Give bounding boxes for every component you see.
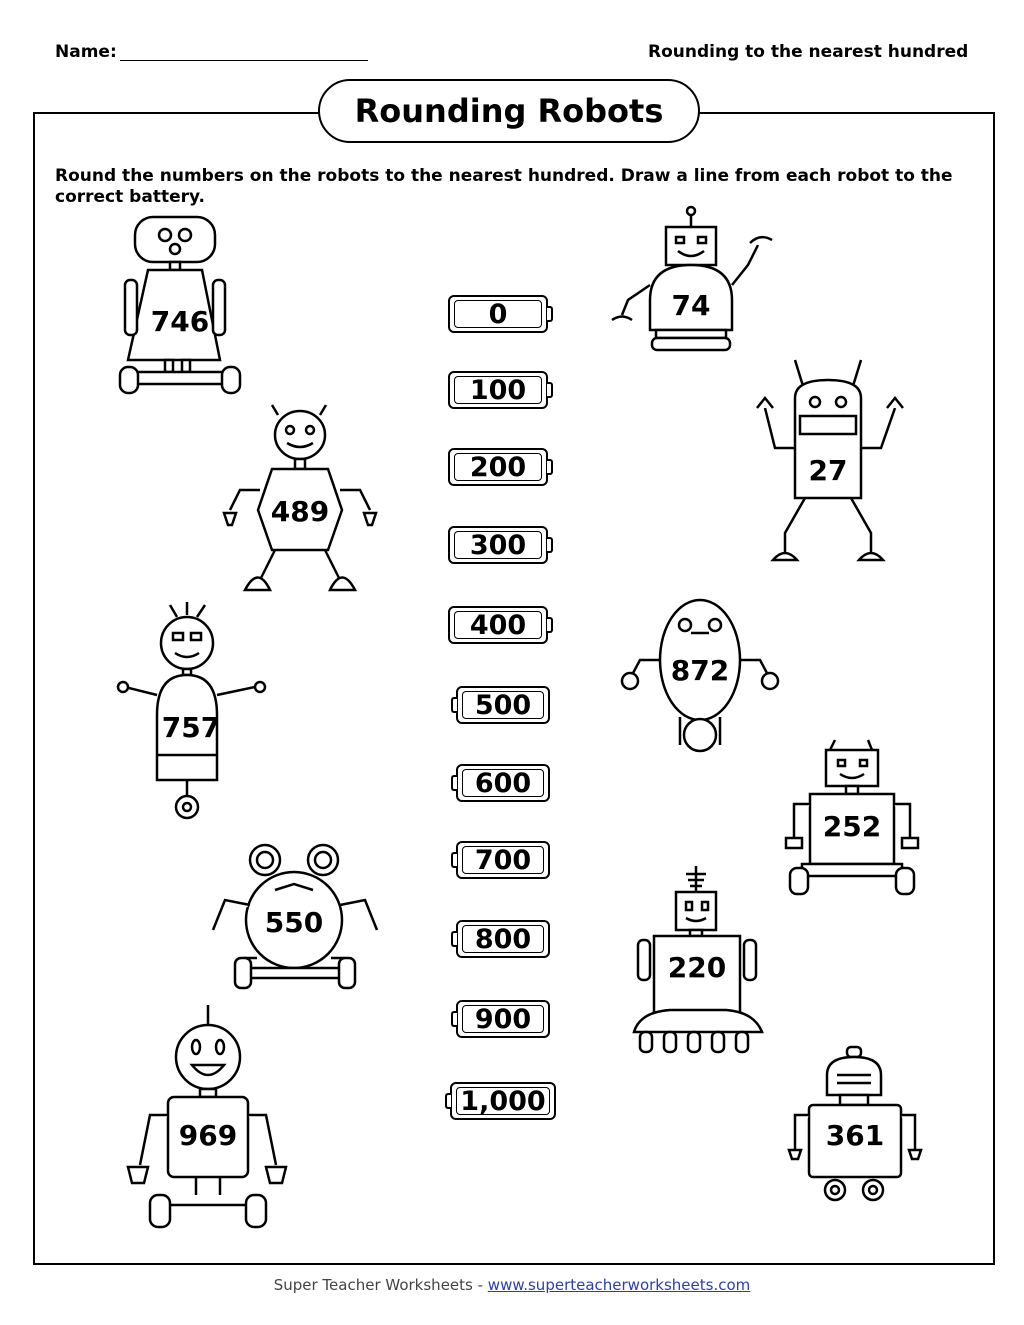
battery-terminal: [451, 931, 457, 947]
battery-terminal: [451, 852, 457, 868]
robot-number: 74: [671, 289, 711, 322]
robot-872[interactable]: [618, 595, 788, 755]
battery-100[interactable]: [448, 371, 548, 409]
battery-label: 1,000: [456, 1087, 550, 1115]
page-title: Rounding Robots: [318, 79, 700, 143]
battery-terminal: [547, 537, 553, 553]
robot-74[interactable]: [608, 205, 778, 360]
robot-550[interactable]: [205, 840, 385, 990]
footer-text: Super Teacher Worksheets -: [273, 1276, 488, 1294]
name-field[interactable]: [120, 60, 368, 61]
robot-number: 489: [270, 495, 330, 528]
robot-number: 27: [808, 454, 848, 487]
robot-361[interactable]: [785, 1045, 925, 1210]
robot-252[interactable]: [780, 738, 920, 898]
battery-label: 800: [462, 925, 544, 953]
battery-terminal: [451, 775, 457, 791]
battery-500[interactable]: [456, 686, 550, 724]
battery-terminal: [445, 1093, 451, 1109]
battery-label: 900: [462, 1005, 544, 1033]
robot-number: 220: [667, 951, 727, 984]
robot-number: 872: [670, 654, 730, 687]
battery-1000[interactable]: [450, 1082, 556, 1120]
name-label: Name:: [55, 42, 117, 62]
robot-746[interactable]: [110, 215, 250, 405]
battery-label: 500: [462, 691, 544, 719]
battery-label: 600: [462, 769, 544, 797]
battery-label: 200: [454, 453, 542, 481]
robot-number: 550: [264, 906, 324, 939]
battery-700[interactable]: [456, 841, 550, 879]
instructions: Round the numbers on the robots to the nearest hundred. Draw a line from each robot to the correct battery.: [55, 166, 953, 207]
battery-400[interactable]: [448, 606, 548, 644]
battery-terminal: [547, 306, 553, 322]
battery-terminal: [451, 1011, 457, 1027]
robot-number: 746: [150, 305, 210, 338]
battery-terminal: [547, 459, 553, 475]
robot-number: 361: [825, 1119, 885, 1152]
robot-757[interactable]: [115, 605, 275, 825]
battery-label: 700: [462, 846, 544, 874]
robot-969[interactable]: [120, 1005, 290, 1230]
battery-label: 300: [454, 531, 542, 559]
robot-number: 252: [822, 810, 882, 843]
robot-220[interactable]: [630, 862, 770, 1057]
battery-label: 0: [454, 300, 542, 328]
battery-800[interactable]: [456, 920, 550, 958]
battery-terminal: [547, 617, 553, 633]
battery-label: 100: [454, 376, 542, 404]
battery-label: 400: [454, 611, 542, 639]
battery-300[interactable]: [448, 526, 548, 564]
battery-200[interactable]: [448, 448, 548, 486]
battery-terminal: [451, 697, 457, 713]
battery-terminal: [547, 382, 553, 398]
worksheet-topic: Rounding to the nearest hundred: [648, 42, 969, 62]
robot-number: 969: [178, 1119, 238, 1152]
footer: [0, 1276, 1024, 1294]
footer-link[interactable]: www.superteacherworksheets.com: [487, 1276, 751, 1294]
battery-900[interactable]: [456, 1000, 550, 1038]
robot-number: 757: [161, 711, 221, 744]
battery-600[interactable]: [456, 764, 550, 802]
robot-27[interactable]: [755, 358, 915, 573]
robot-489[interactable]: [220, 405, 380, 595]
battery-0[interactable]: [448, 295, 548, 333]
